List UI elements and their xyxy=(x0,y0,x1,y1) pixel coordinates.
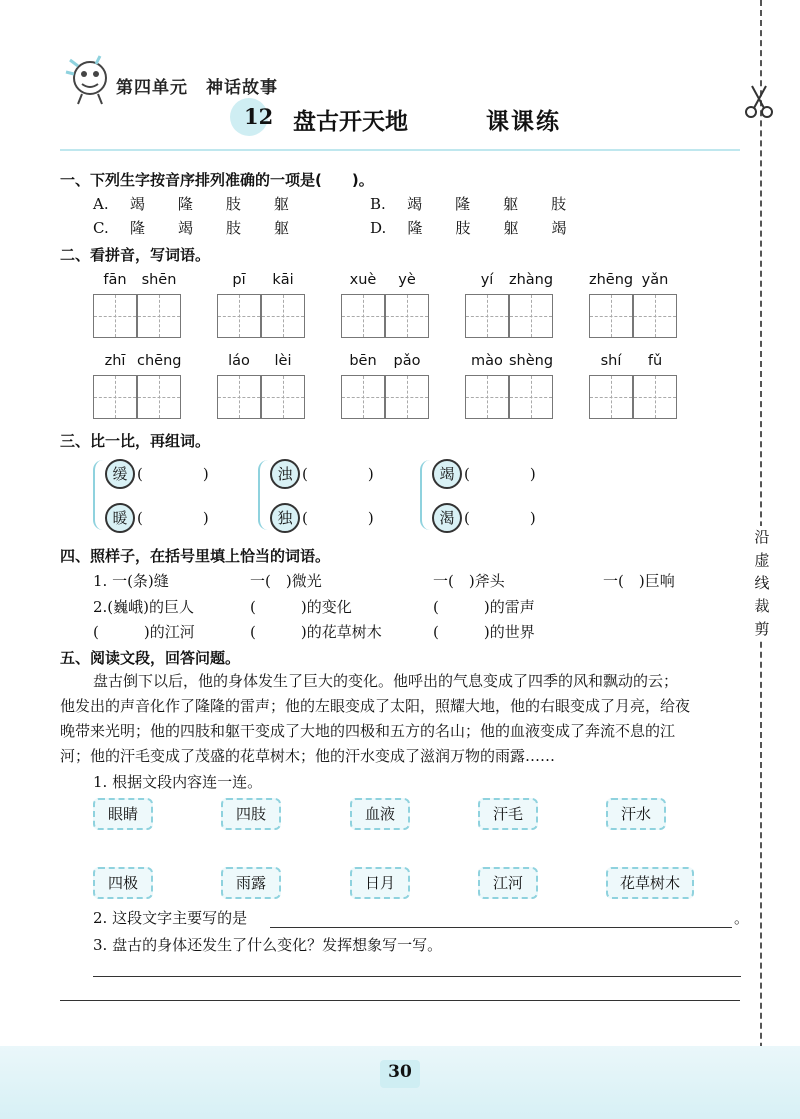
word-blank[interactable]: ( ) xyxy=(137,509,209,527)
writing-box[interactable] xyxy=(93,294,137,338)
pinyin-syllable: chēng xyxy=(137,353,182,369)
s4-row1-item[interactable]: 一( )斧头 xyxy=(433,572,505,590)
option-a[interactable] xyxy=(93,193,305,214)
passage-line: 他发出的声音化作了隆隆的雷声；他的左眼变成了太阳，照耀大地，他的右眼变成了月亮，给夜 xyxy=(60,697,691,715)
writing-box[interactable] xyxy=(93,375,137,419)
option-d[interactable] xyxy=(370,217,583,238)
option-char: 肢 xyxy=(225,195,241,213)
cut-char: 剪 xyxy=(754,620,770,638)
pinyin-syllable: xuè xyxy=(349,272,377,288)
cut-char: 线 xyxy=(754,574,770,592)
practice-label: 课课练 xyxy=(486,109,561,135)
pinyin-syllable: zhēng xyxy=(589,272,634,288)
mascot-icon xyxy=(60,50,112,106)
question-3: 3. 盘古的身体还发生了什么变化？发挥想象写一写。 xyxy=(93,936,443,954)
pinyin-syllable: yí xyxy=(480,272,494,288)
match-top-item[interactable]: 汗毛 xyxy=(478,798,538,830)
s4-row1-item[interactable]: 一( )巨响 xyxy=(603,572,675,590)
pinyin-syllable: láo xyxy=(228,353,250,369)
section2-heading: 二、看拼音，写词语。 xyxy=(60,246,211,264)
writing-box[interactable] xyxy=(509,375,553,419)
option-char: 隆 xyxy=(129,219,145,237)
writing-box[interactable] xyxy=(465,294,509,338)
option-char: 隆 xyxy=(407,219,423,237)
character-flower: 独 xyxy=(270,503,300,533)
writing-box[interactable] xyxy=(633,294,677,338)
match-top-item[interactable]: 四肢 xyxy=(221,798,281,830)
q2-answer-line[interactable] xyxy=(270,927,732,928)
writing-box[interactable] xyxy=(341,294,385,338)
option-char: 竭 xyxy=(177,219,193,237)
word-blank[interactable]: ( ) xyxy=(464,509,536,527)
word-blank[interactable]: ( ) xyxy=(137,465,209,483)
option-char: 隆 xyxy=(455,195,471,213)
character-flower: 浊 xyxy=(270,459,300,489)
section4-heading: 四、照样子，在括号里填上恰当的词语。 xyxy=(60,547,331,565)
pinyin-syllable: zhī xyxy=(104,353,126,369)
match-top-item[interactable]: 血液 xyxy=(350,798,410,830)
option-char: 竭 xyxy=(129,195,145,213)
question-2: 2. 这段文字主要写的是 xyxy=(93,909,248,927)
header-divider xyxy=(60,149,740,151)
s4-row2-item: 2.(巍峨)的巨人 xyxy=(93,598,195,616)
cut-char: 裁 xyxy=(754,597,770,615)
match-bottom-item[interactable]: 日月 xyxy=(350,867,410,899)
brace xyxy=(93,460,103,530)
writing-box[interactable] xyxy=(217,375,261,419)
brace xyxy=(420,460,430,530)
q2-end-mark: 。 xyxy=(734,909,750,927)
pinyin-syllable: shèng xyxy=(509,353,554,369)
word-blank[interactable]: ( ) xyxy=(464,465,536,483)
match-bottom-item[interactable]: 雨露 xyxy=(221,867,281,899)
pinyin-syllable: shēn xyxy=(141,272,177,288)
pinyin-syllable: yè xyxy=(398,272,416,288)
writing-box[interactable] xyxy=(633,375,677,419)
word-blank[interactable]: ( ) xyxy=(302,465,374,483)
option-char: 竭 xyxy=(551,219,567,237)
section5-heading: 五、阅读文段，回答问题。 xyxy=(60,649,241,667)
unit-title: 第四单元 神话故事 xyxy=(116,78,278,98)
character-flower: 缓 xyxy=(105,459,135,489)
option-char: 肢 xyxy=(455,219,471,237)
lesson-title: 盘古开天地 xyxy=(293,108,408,135)
passage-line: 晚带来光明；他的四肢和躯干变成了大地的四极和五方的名山；他的血液变成了奔流不息的江 xyxy=(60,722,676,740)
option-char: 竭 xyxy=(407,195,423,213)
s4-row1-item[interactable]: 一( )微光 xyxy=(250,572,322,590)
s4-row1-item: 1. 一(条)缝 xyxy=(93,572,169,590)
match-bottom-item[interactable]: 花草树木 xyxy=(606,867,694,899)
section3-heading: 三、比一比，再组词。 xyxy=(60,432,211,450)
s4-row2-item[interactable]: ( )的变化 xyxy=(250,598,352,616)
pinyin-syllable: kāi xyxy=(272,272,294,288)
option-char: 肢 xyxy=(225,219,241,237)
writing-box[interactable] xyxy=(509,294,553,338)
pinyin-syllable: mào xyxy=(471,353,503,369)
option-label: B. xyxy=(370,195,386,213)
match-bottom-item[interactable]: 江河 xyxy=(478,867,538,899)
pinyin-syllable: pī xyxy=(232,272,246,288)
writing-box[interactable] xyxy=(385,375,429,419)
writing-box[interactable] xyxy=(385,294,429,338)
pinyin-syllable: fǔ xyxy=(647,353,663,369)
pinyin-syllable: yǎn xyxy=(641,272,669,288)
writing-box[interactable] xyxy=(137,375,181,419)
option-label: A. xyxy=(93,195,109,213)
section1-heading: 一、下列生字按音序排列准确的一项是( )。 xyxy=(60,171,374,189)
scissors-icon xyxy=(742,84,776,120)
passage-line: 盘古倒下以后，他的身体发生了巨大的变化。他呼出的气息变成了四季的风和飘动的云； xyxy=(93,672,679,690)
writing-box[interactable] xyxy=(465,375,509,419)
brace xyxy=(258,460,268,530)
q3-answer-line[interactable] xyxy=(93,976,741,977)
pinyin-syllable: pǎo xyxy=(393,353,421,369)
option-char: 躯 xyxy=(503,195,519,213)
pinyin-syllable: fān xyxy=(103,272,127,288)
s4-row3-item[interactable]: ( )的世界 xyxy=(433,623,535,641)
option-c[interactable] xyxy=(93,217,306,238)
s4-row2-item[interactable]: ( )的雷声 xyxy=(433,598,535,616)
s4-row3-item[interactable]: ( )的江河 xyxy=(93,623,195,641)
pinyin-syllable: lèi xyxy=(274,353,292,369)
option-char: 躯 xyxy=(273,195,289,213)
pinyin-syllable: shí xyxy=(600,353,622,369)
writing-box[interactable] xyxy=(341,375,385,419)
q3-answer-line[interactable] xyxy=(60,1000,740,1001)
writing-box[interactable] xyxy=(137,294,181,338)
cut-char: 沿 xyxy=(754,528,770,546)
option-label: D. xyxy=(370,219,387,237)
match-top-item[interactable]: 眼睛 xyxy=(93,798,153,830)
writing-box[interactable] xyxy=(589,294,633,338)
option-char: 躯 xyxy=(503,219,519,237)
character-flower: 竭 xyxy=(432,459,462,489)
cut-instruction xyxy=(752,526,772,641)
writing-box[interactable] xyxy=(217,294,261,338)
cut-char: 虚 xyxy=(754,551,770,569)
writing-box[interactable] xyxy=(261,294,305,338)
question-1: 1. 根据文段内容连一连。 xyxy=(93,773,263,791)
pinyin-syllable: zhàng xyxy=(509,272,554,288)
option-char: 肢 xyxy=(551,195,567,213)
pinyin-syllable: bēn xyxy=(349,353,377,369)
option-char: 躯 xyxy=(273,219,289,237)
match-top-item[interactable]: 汗水 xyxy=(606,798,666,830)
lesson-number: 12 xyxy=(244,104,274,129)
writing-box[interactable] xyxy=(261,375,305,419)
passage-line: 河；他的汗毛变成了茂盛的花草树木；他的汗水变成了滋润万物的雨露…… xyxy=(60,747,556,765)
s4-row3-item[interactable]: ( )的花草树木 xyxy=(250,623,382,641)
option-char: 隆 xyxy=(177,195,193,213)
character-flower: 暖 xyxy=(105,503,135,533)
word-blank[interactable]: ( ) xyxy=(302,509,374,527)
character-flower: 渴 xyxy=(432,503,462,533)
option-b[interactable] xyxy=(370,193,583,214)
writing-box[interactable] xyxy=(589,375,633,419)
match-bottom-item[interactable]: 四极 xyxy=(93,867,153,899)
option-label: C. xyxy=(93,219,109,237)
page-number: 30 xyxy=(388,1062,412,1082)
